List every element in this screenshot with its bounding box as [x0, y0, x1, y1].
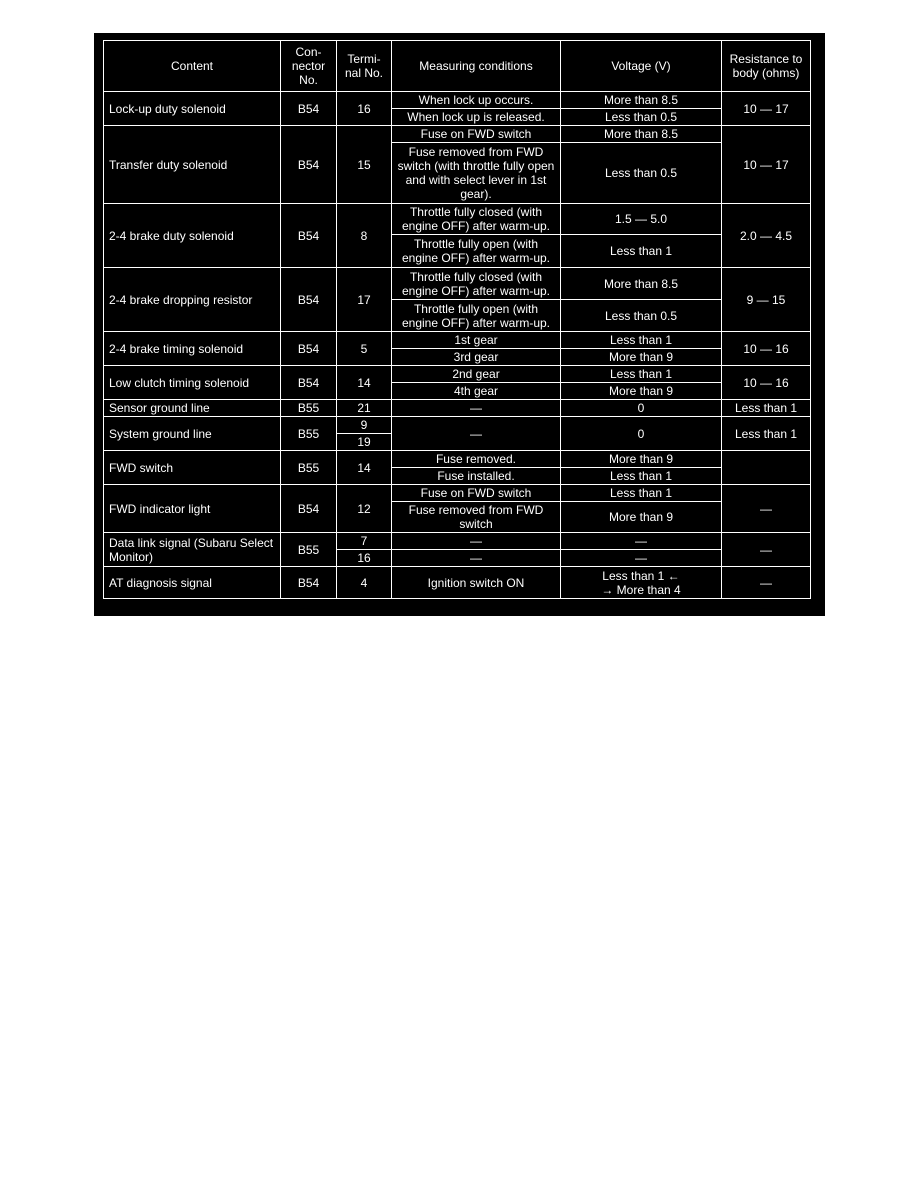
cell-voltage: More than 9	[561, 451, 722, 468]
cell-voltage: More than 8.5	[561, 268, 722, 300]
cell-voltage: 1.5 — 5.0	[561, 204, 722, 235]
cell-terminal: 9	[337, 417, 392, 434]
cell-connector: B54	[281, 332, 337, 366]
cell-condition: Throttle fully closed (with engine OFF) after warm-up.	[392, 268, 561, 300]
cell-connector: B55	[281, 533, 337, 567]
cell-content: Transfer duty solenoid	[104, 126, 281, 204]
cell-voltage: More than 8.5	[561, 126, 722, 143]
cell-terminal: 17	[337, 268, 392, 332]
table-row	[104, 451, 811, 468]
cell-terminal: 21	[337, 400, 392, 417]
cell-content: Low clutch timing solenoid	[104, 366, 281, 400]
cell-terminal: 4	[337, 567, 392, 599]
cell-condition: —	[392, 417, 561, 451]
cell-condition: Fuse installed.	[392, 468, 561, 485]
cell-terminal: 14	[337, 451, 392, 485]
cell-voltage: —	[561, 550, 722, 567]
table-row	[104, 417, 811, 434]
cell-resistance: 9 — 15	[722, 268, 811, 332]
cell-content: AT diagnosis signal	[104, 567, 281, 599]
cell-content: Data link signal (Subaru Select Monitor)	[104, 533, 281, 567]
cell-terminal: 15	[337, 126, 392, 204]
cell-voltage: 0	[561, 400, 722, 417]
cell-condition: Fuse on FWD switch	[392, 485, 561, 502]
cell-condition: Fuse removed from FWD switch (with throttle fully open and with select lever in 1st gear).	[392, 143, 561, 204]
cell-terminal: 19	[337, 434, 392, 451]
cell-resistance: —	[722, 567, 811, 599]
cell-voltage: Less than 1	[561, 235, 722, 268]
header-content: Content	[104, 41, 281, 92]
table-row	[104, 400, 811, 417]
cell-voltage: Less than 0.5	[561, 300, 722, 332]
cell-connector: B54	[281, 92, 337, 126]
cell-condition: Fuse removed.	[392, 451, 561, 468]
spec-table-frame	[94, 33, 825, 616]
cell-voltage: Less than 0.5	[561, 143, 722, 204]
cell-terminal: 16	[337, 550, 392, 567]
cell-resistance: 10 — 17	[722, 92, 811, 126]
cell-resistance: 2.0 — 4.5	[722, 204, 811, 268]
table-row	[104, 332, 811, 349]
cell-condition: When lock up is released.	[392, 109, 561, 126]
table-row	[104, 533, 811, 550]
cell-voltage: More than 8.5	[561, 92, 722, 109]
cell-resistance: Less than 1	[722, 400, 811, 417]
cell-terminal: 14	[337, 366, 392, 400]
cell-condition: —	[392, 550, 561, 567]
cell-voltage: More than 9	[561, 349, 722, 366]
cell-terminal: 16	[337, 92, 392, 126]
cell-connector: B55	[281, 451, 337, 485]
header-connector: Con- nector No.	[281, 41, 337, 92]
cell-voltage: Less than 1 ← → More than 4	[561, 567, 722, 599]
cell-content: Lock-up duty solenoid	[104, 92, 281, 126]
cell-voltage: Less than 1	[561, 485, 722, 502]
cell-content: FWD indicator light	[104, 485, 281, 533]
spec-table	[103, 40, 811, 599]
cell-connector: B54	[281, 567, 337, 599]
cell-resistance: —	[722, 485, 811, 533]
cell-content: FWD switch	[104, 451, 281, 485]
cell-resistance	[722, 451, 811, 485]
header-terminal: Termi- nal No.	[337, 41, 392, 92]
header-row	[104, 41, 811, 92]
table-row	[104, 204, 811, 235]
cell-resistance: —	[722, 533, 811, 567]
cell-voltage: 0	[561, 417, 722, 451]
cell-condition: Throttle fully closed (with engine OFF) after warm-up.	[392, 204, 561, 235]
cell-terminal: 5	[337, 332, 392, 366]
cell-condition: 3rd gear	[392, 349, 561, 366]
cell-condition: 4th gear	[392, 383, 561, 400]
cell-resistance: 10 — 16	[722, 332, 811, 366]
cell-voltage: Less than 1	[561, 366, 722, 383]
cell-condition: —	[392, 533, 561, 550]
table-row	[104, 268, 811, 300]
cell-condition: Throttle fully open (with engine OFF) after warm-up.	[392, 300, 561, 332]
cell-content: 2-4 brake timing solenoid	[104, 332, 281, 366]
table-row	[104, 92, 811, 109]
cell-voltage: —	[561, 533, 722, 550]
cell-voltage: Less than 1	[561, 332, 722, 349]
cell-connector: B55	[281, 400, 337, 417]
cell-content: Sensor ground line	[104, 400, 281, 417]
table-row	[104, 485, 811, 502]
cell-condition: Fuse removed from FWD switch	[392, 502, 561, 533]
cell-condition: Fuse on FWD switch	[392, 126, 561, 143]
cell-condition: —	[392, 400, 561, 417]
header-resistance: Resistance to body (ohms)	[722, 41, 811, 92]
cell-condition: 1st gear	[392, 332, 561, 349]
cell-resistance: Less than 1	[722, 417, 811, 451]
cell-terminal: 12	[337, 485, 392, 533]
table-row	[104, 567, 811, 599]
cell-condition: Throttle fully open (with engine OFF) after warm-up.	[392, 235, 561, 268]
cell-connector: B54	[281, 366, 337, 400]
cell-voltage: More than 9	[561, 502, 722, 533]
header-conditions: Measuring conditions	[392, 41, 561, 92]
cell-voltage: Less than 0.5	[561, 109, 722, 126]
cell-connector: B54	[281, 485, 337, 533]
cell-condition: When lock up occurs.	[392, 92, 561, 109]
cell-content: 2-4 brake dropping resistor	[104, 268, 281, 332]
cell-content: System ground line	[104, 417, 281, 451]
cell-connector: B54	[281, 126, 337, 204]
header-voltage: Voltage (V)	[561, 41, 722, 92]
cell-resistance: 10 — 17	[722, 126, 811, 204]
cell-voltage: Less than 1	[561, 468, 722, 485]
cell-connector: B54	[281, 204, 337, 268]
table-row	[104, 366, 811, 383]
cell-resistance: 10 — 16	[722, 366, 811, 400]
cell-terminal: 8	[337, 204, 392, 268]
cell-content: 2-4 brake duty solenoid	[104, 204, 281, 268]
cell-condition: Ignition switch ON	[392, 567, 561, 599]
cell-voltage: More than 9	[561, 383, 722, 400]
cell-connector: B54	[281, 268, 337, 332]
cell-terminal: 7	[337, 533, 392, 550]
cell-condition: 2nd gear	[392, 366, 561, 383]
table-row	[104, 126, 811, 143]
cell-connector: B55	[281, 417, 337, 451]
